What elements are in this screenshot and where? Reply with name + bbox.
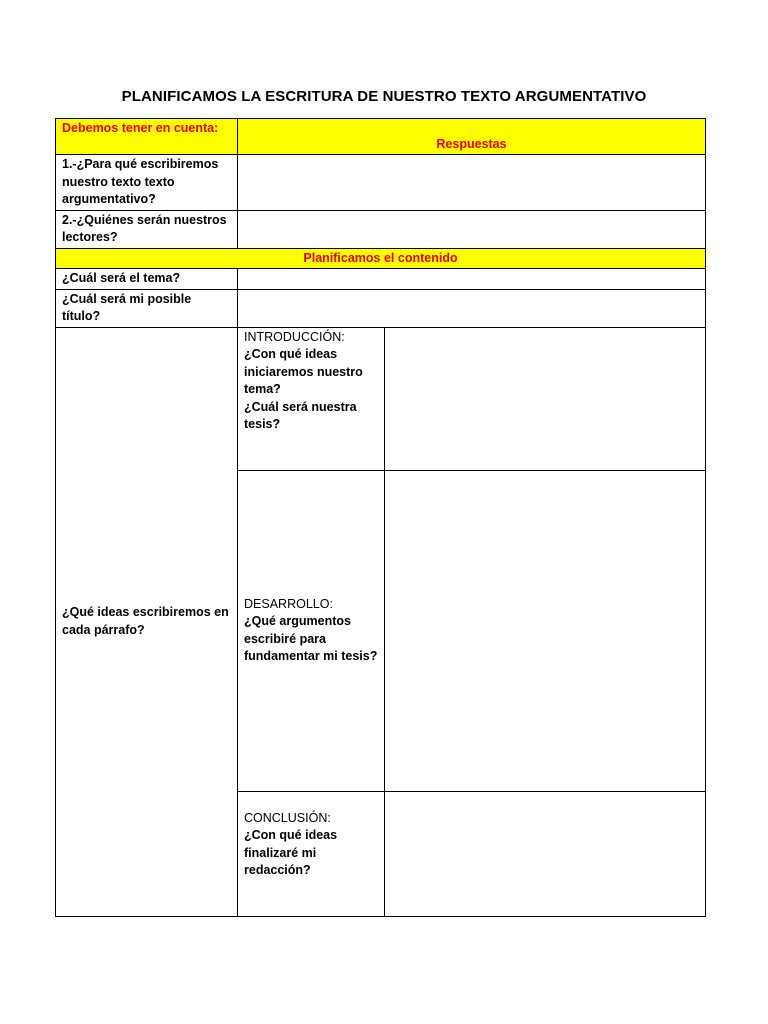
header-right-cell [238, 119, 706, 155]
paragraph-question-label: ¿Qué ideas escribiremos en cada párrafo? [62, 605, 229, 637]
answer-cell-1[interactable] [238, 155, 706, 211]
introduction-answer-cell[interactable] [385, 327, 706, 470]
question-2-label: 2.-¿Quiénes serán nuestros lectores? [62, 212, 227, 244]
page-title: PLANIFICAMOS LA ESCRITURA DE NUESTRO TEXTO ARGUMENTATIVO [121, 88, 647, 105]
title-question-label: ¿Cuál será mi posible título? [62, 291, 192, 323]
development-heading: DESARROLLO: [244, 596, 333, 611]
answer-cell-2[interactable] [238, 210, 706, 248]
paragraph-question-cell [56, 327, 238, 916]
introduction-question-2: ¿Cuál será nuestra tesis? [244, 399, 357, 431]
section-cell [56, 248, 706, 269]
header-left-cell [56, 119, 238, 155]
conclusion-answer-cell[interactable] [385, 791, 706, 916]
section-row [56, 248, 706, 269]
header-right-label: Respuestas [436, 136, 507, 151]
content-question-cell [56, 269, 238, 290]
planning-table [55, 118, 706, 917]
content-question-row [56, 289, 706, 327]
development-question-1: ¿Qué argumentos escribiré para fundamentar mi tesis? [244, 614, 378, 663]
part-cell-development [238, 470, 385, 791]
introduction-heading: INTRODUCCIÓN: [244, 329, 345, 344]
part-cell-conclusion [238, 791, 385, 916]
part-cell-introduction [238, 327, 385, 470]
section-label: Planificamos el contenido [303, 250, 458, 265]
conclusion-heading: CONCLUSIÓN: [244, 810, 331, 825]
question-row [56, 155, 706, 211]
introduction-question-1: ¿Con qué ideas iniciaremos nuestro tema? [244, 347, 363, 396]
conclusion-question-1: ¿Con qué ideas finalizaré mi redacción? [244, 828, 338, 877]
question-label-cell [56, 210, 238, 248]
question-label-cell [56, 155, 238, 211]
question-row [56, 210, 706, 248]
theme-answer-cell[interactable] [238, 269, 706, 290]
question-1-label: 1.-¿Para qué escribiremos nuestro texto texto argumentativo? [62, 157, 219, 206]
title-answer-cell[interactable] [238, 289, 706, 327]
header-row [56, 119, 706, 155]
part-row [56, 327, 706, 470]
development-answer-cell[interactable] [385, 470, 706, 791]
content-question-row [56, 269, 706, 290]
theme-question-label: ¿Cuál será el tema? [62, 271, 181, 285]
content-question-cell [56, 289, 238, 327]
header-left-label: Debemos tener en cuenta: [62, 121, 219, 135]
